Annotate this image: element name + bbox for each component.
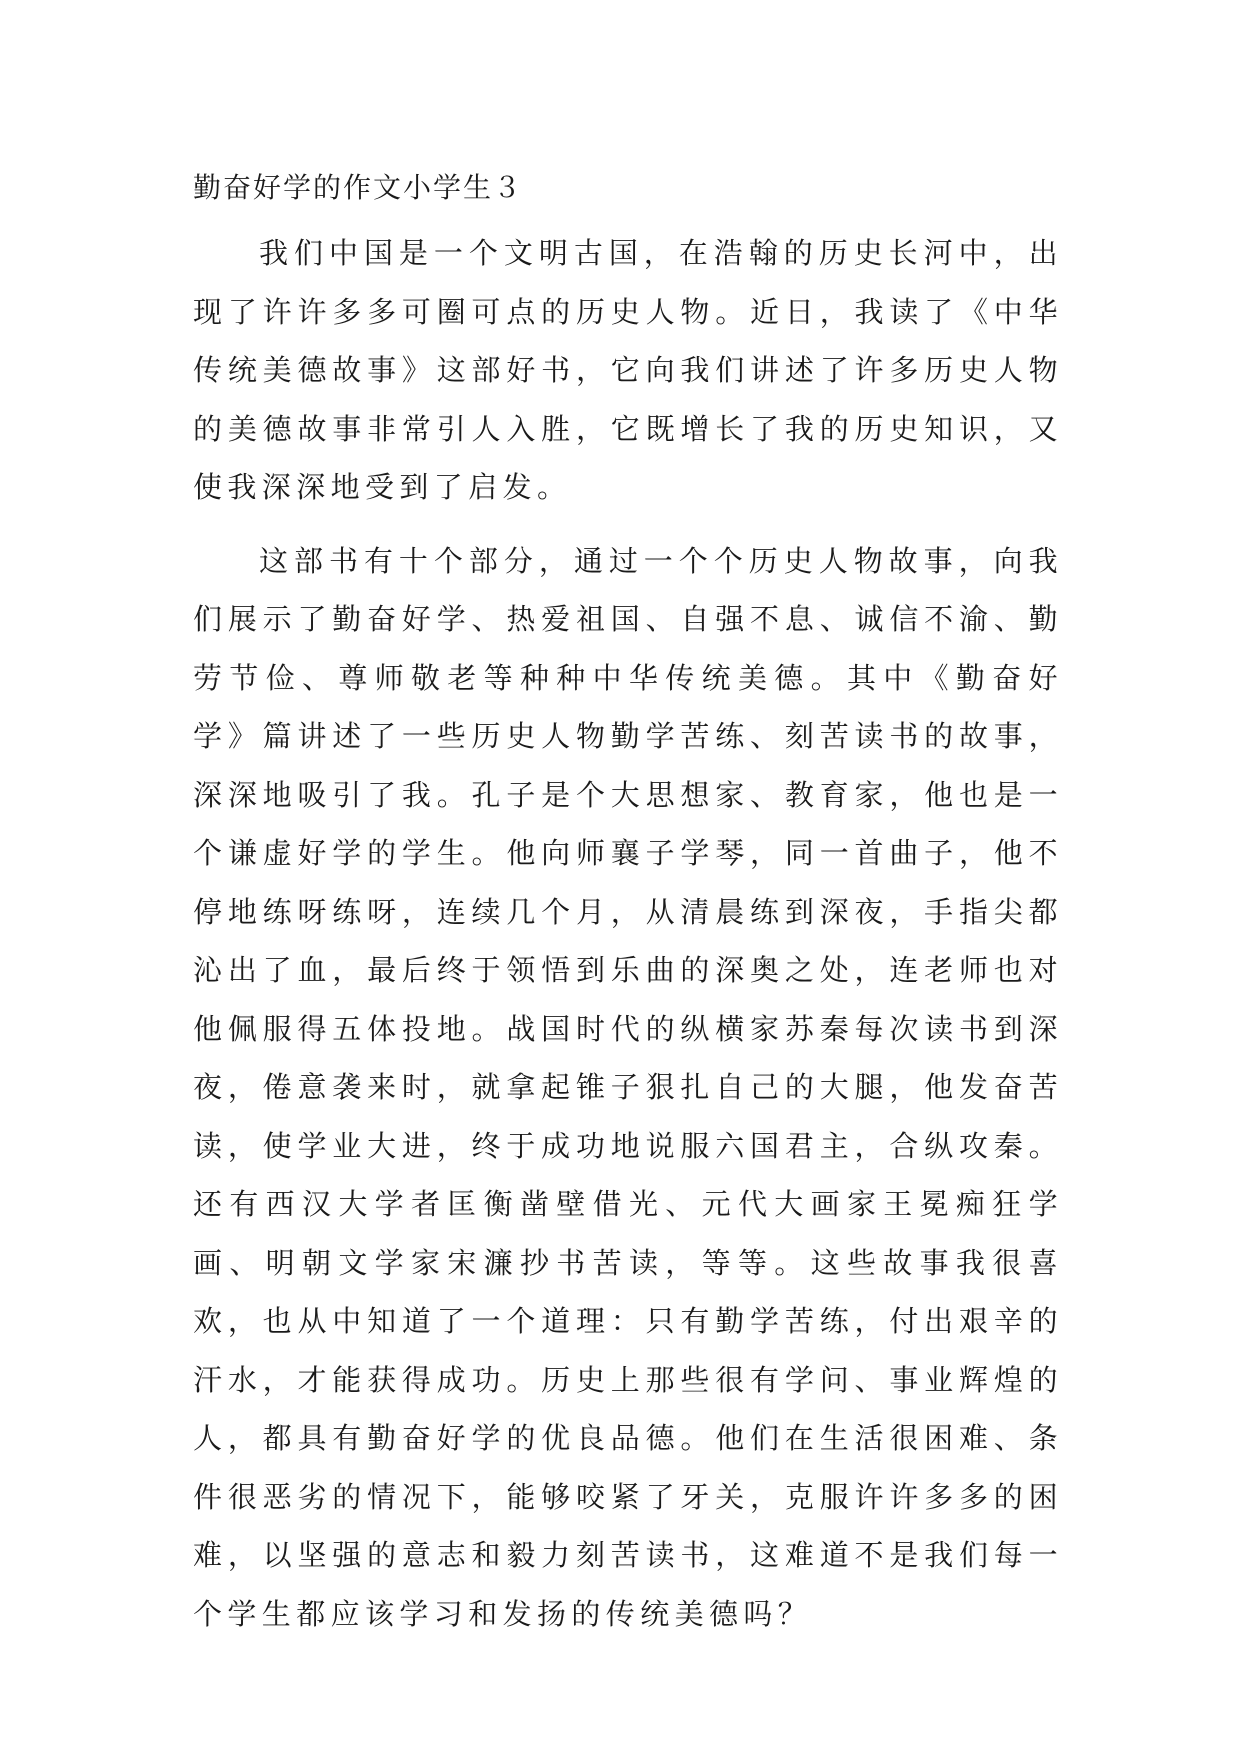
document-title: 勤奋好学的作文小学生３ — [193, 171, 524, 204]
paragraph-1: 我们中国是一个文明古国，在浩翰的历史长河中，出现了许许多多可圈可点的历史人物。近日，我读了《中华传统美德故事》这部好书，它向我们讲述了许多历史人物的美德故事非常引人入胜，它既增长了我的历史知识，又使我深深地受到了启发。 — [193, 236, 1063, 504]
paragraph-2: 这部书有十个部分，通过一个个历史人物故事，向我们展示了勤奋好学、热爱祖国、自强不息、诚信不渝、勤劳节俭、尊师敬老等种种中华传统美德。其中《勤奋好学》篇讲述了一些历史人物勤学苦练、刻苦读书的故事，深深地吸引了我。孔子是个大思想家、教育家，他也是一个谦虚好学的学生。他向师襄子学琴，同一首曲子，他不停地练呀练呀，连续几个月，从清晨练到深夜，手指尖都沁出了血，最后终于领悟到乐曲的深奥之处，连老师也对他佩服得五体投地。战国时代的纵横家苏秦每次读书到深夜，倦意袭来时，就拿起锥子狠扎自己的大腿，他发奋苦读，使学业大进，终于成功地说服六国君主，合纵攻秦。还有西汉大学者匡衡凿壁借光、元代大画家王冕痴狂学画、明朝文学家宋濂抄书苦读，等等。这些故事我很喜欢，也从中知道了一个道理：只有勤学苦练，付出艰辛的汗水，才能获得成功。历史上那些很有学问、事业辉煌的人，都具有勤奋好学的优良品德。他们在生活很困难、条件很恶劣的情况下，能够咬紧了牙关，克服许许多多的困难，以坚强的意志和毅力刻苦读书，这难道不是我们每一个学生都应该学习和发扬的传统美德吗？ — [193, 543, 1063, 1631]
document-body — [193, 166, 1063, 1643]
